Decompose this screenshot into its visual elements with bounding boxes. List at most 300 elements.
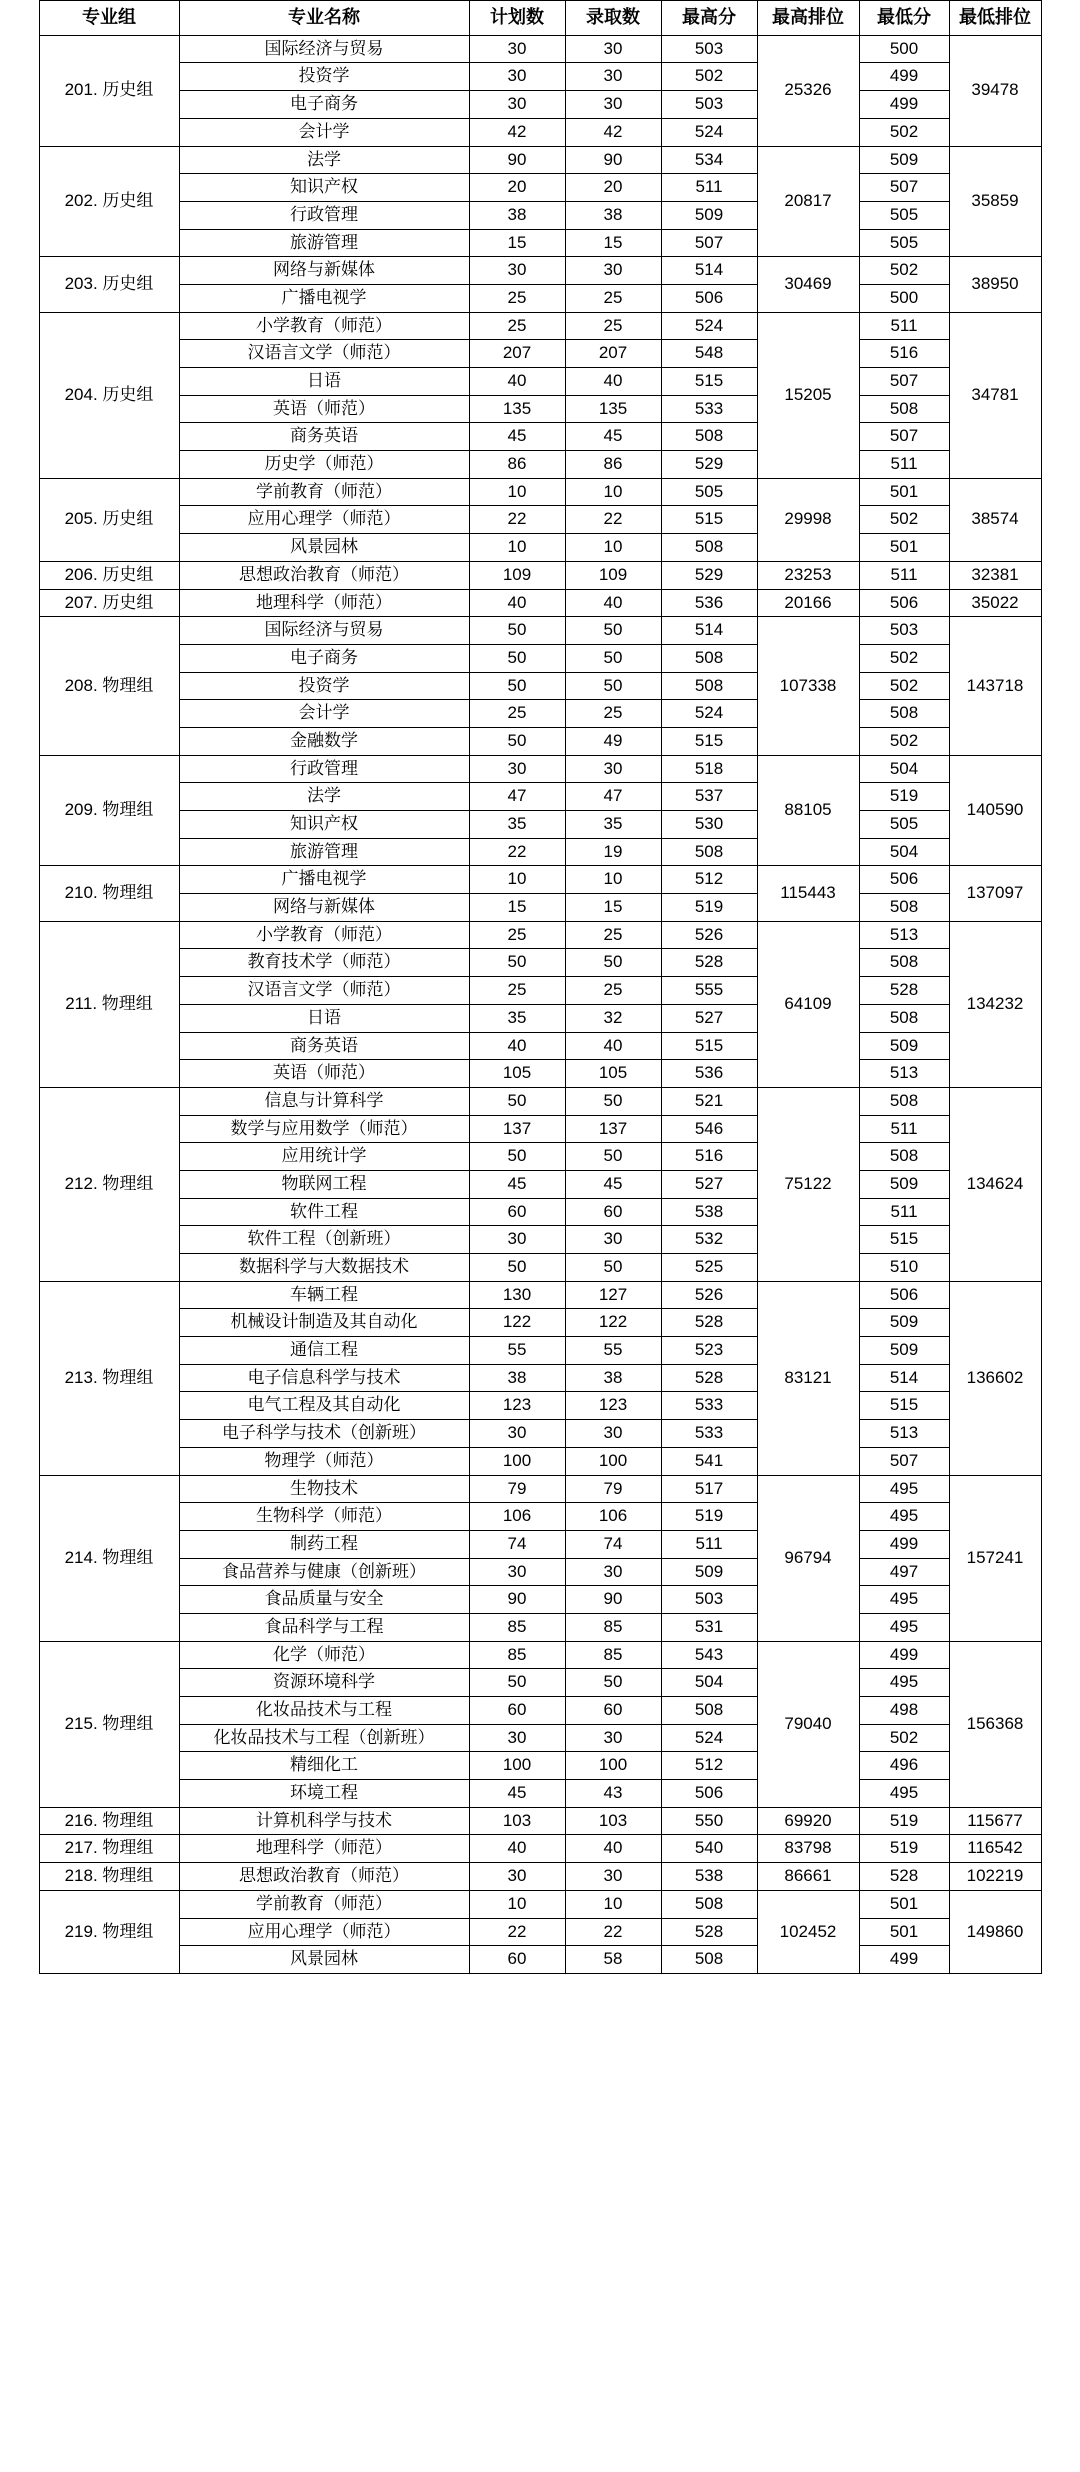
admitted-count-cell: 50 bbox=[565, 1143, 661, 1171]
major-name-cell: 物联网工程 bbox=[179, 1170, 469, 1198]
table-row bbox=[39, 506, 1041, 534]
lowest-score-cell: 511 bbox=[859, 1115, 949, 1143]
admitted-count-cell: 19 bbox=[565, 838, 661, 866]
lowest-rank-cell: 149860 bbox=[949, 1890, 1041, 1973]
highest-rank-cell: 107338 bbox=[757, 617, 859, 755]
plan-count-cell: 38 bbox=[469, 1364, 565, 1392]
highest-score-cell: 528 bbox=[661, 1918, 757, 1946]
table-row bbox=[39, 1752, 1041, 1780]
plan-count-cell: 25 bbox=[469, 284, 565, 312]
highest-score-cell: 538 bbox=[661, 1863, 757, 1891]
lowest-score-cell: 500 bbox=[859, 284, 949, 312]
group-cell: 210. 物理组 bbox=[39, 866, 179, 921]
major-name-cell: 电子科学与技术（创新班） bbox=[179, 1420, 469, 1448]
major-name-cell: 食品营养与健康（创新班） bbox=[179, 1558, 469, 1586]
plan-count-cell: 137 bbox=[469, 1115, 565, 1143]
major-name-cell: 法学 bbox=[179, 146, 469, 174]
plan-count-cell: 22 bbox=[469, 838, 565, 866]
lowest-score-cell: 515 bbox=[859, 1226, 949, 1254]
major-name-cell: 应用心理学（师范） bbox=[179, 506, 469, 534]
plan-count-cell: 30 bbox=[469, 1420, 565, 1448]
lowest-score-cell: 502 bbox=[859, 257, 949, 285]
highest-score-cell: 529 bbox=[661, 561, 757, 589]
major-name-cell: 物理学（师范） bbox=[179, 1447, 469, 1475]
major-name-cell: 国际经济与贸易 bbox=[179, 617, 469, 645]
table-row bbox=[39, 866, 1041, 894]
highest-score-cell: 548 bbox=[661, 340, 757, 368]
major-name-cell: 精细化工 bbox=[179, 1752, 469, 1780]
lowest-score-cell: 509 bbox=[859, 146, 949, 174]
group-cell: 205. 历史组 bbox=[39, 478, 179, 561]
highest-score-cell: 528 bbox=[661, 1309, 757, 1337]
highest-score-cell: 516 bbox=[661, 1143, 757, 1171]
major-name-cell: 英语（师范） bbox=[179, 1060, 469, 1088]
highest-score-cell: 509 bbox=[661, 1558, 757, 1586]
plan-count-cell: 30 bbox=[469, 91, 565, 119]
lowest-score-cell: 511 bbox=[859, 1198, 949, 1226]
group-cell: 214. 物理组 bbox=[39, 1475, 179, 1641]
major-name-cell: 制药工程 bbox=[179, 1530, 469, 1558]
admitted-count-cell: 30 bbox=[565, 257, 661, 285]
admitted-count-cell: 30 bbox=[565, 1226, 661, 1254]
lowest-rank-cell: 32381 bbox=[949, 561, 1041, 589]
table-row bbox=[39, 257, 1041, 285]
plan-count-cell: 47 bbox=[469, 783, 565, 811]
table-row bbox=[39, 561, 1041, 589]
lowest-score-cell: 519 bbox=[859, 1835, 949, 1863]
highest-score-cell: 530 bbox=[661, 811, 757, 839]
admitted-count-cell: 123 bbox=[565, 1392, 661, 1420]
group-cell: 215. 物理组 bbox=[39, 1641, 179, 1807]
highest-score-cell: 508 bbox=[661, 1890, 757, 1918]
highest-score-cell: 508 bbox=[661, 1697, 757, 1725]
lowest-rank-cell: 157241 bbox=[949, 1475, 1041, 1641]
plan-count-cell: 25 bbox=[469, 977, 565, 1005]
lowest-rank-cell: 102219 bbox=[949, 1863, 1041, 1891]
highest-score-cell: 504 bbox=[661, 1669, 757, 1697]
major-name-cell: 网络与新媒体 bbox=[179, 894, 469, 922]
lowest-score-cell: 513 bbox=[859, 1060, 949, 1088]
plan-count-cell: 109 bbox=[469, 561, 565, 589]
table-row bbox=[39, 1337, 1041, 1365]
table-row bbox=[39, 1586, 1041, 1614]
lowest-score-cell: 519 bbox=[859, 783, 949, 811]
plan-count-cell: 106 bbox=[469, 1503, 565, 1531]
lowest-rank-cell: 39478 bbox=[949, 35, 1041, 146]
highest-score-cell: 532 bbox=[661, 1226, 757, 1254]
plan-count-cell: 45 bbox=[469, 1170, 565, 1198]
lowest-score-cell: 515 bbox=[859, 1392, 949, 1420]
admitted-count-cell: 100 bbox=[565, 1447, 661, 1475]
plan-count-cell: 135 bbox=[469, 395, 565, 423]
plan-count-cell: 10 bbox=[469, 1890, 565, 1918]
plan-count-cell: 50 bbox=[469, 1254, 565, 1282]
admitted-count-cell: 50 bbox=[565, 672, 661, 700]
group-cell: 204. 历史组 bbox=[39, 312, 179, 478]
highest-score-cell: 505 bbox=[661, 478, 757, 506]
table-row bbox=[39, 1087, 1041, 1115]
major-name-cell: 行政管理 bbox=[179, 755, 469, 783]
table-row bbox=[39, 1669, 1041, 1697]
lowest-score-cell: 505 bbox=[859, 229, 949, 257]
highest-score-cell: 528 bbox=[661, 1364, 757, 1392]
table-row bbox=[39, 201, 1041, 229]
major-name-cell: 应用统计学 bbox=[179, 1143, 469, 1171]
lowest-score-cell: 495 bbox=[859, 1503, 949, 1531]
admitted-count-cell: 30 bbox=[565, 1420, 661, 1448]
admitted-count-cell: 60 bbox=[565, 1198, 661, 1226]
major-name-cell: 英语（师范） bbox=[179, 395, 469, 423]
plan-count-cell: 103 bbox=[469, 1807, 565, 1835]
plan-count-cell: 207 bbox=[469, 340, 565, 368]
table-row bbox=[39, 340, 1041, 368]
highest-score-cell: 518 bbox=[661, 755, 757, 783]
highest-score-cell: 509 bbox=[661, 201, 757, 229]
lowest-score-cell: 508 bbox=[859, 395, 949, 423]
major-name-cell: 思想政治教育（师范） bbox=[179, 561, 469, 589]
highest-rank-cell: 20166 bbox=[757, 589, 859, 617]
plan-count-cell: 45 bbox=[469, 423, 565, 451]
admitted-count-cell: 10 bbox=[565, 1890, 661, 1918]
group-cell: 203. 历史组 bbox=[39, 257, 179, 312]
table-row bbox=[39, 1309, 1041, 1337]
column-header-lowest-score: 最低分 bbox=[859, 1, 949, 36]
lowest-score-cell: 511 bbox=[859, 561, 949, 589]
admitted-count-cell: 135 bbox=[565, 395, 661, 423]
plan-count-cell: 100 bbox=[469, 1447, 565, 1475]
table-row bbox=[39, 1503, 1041, 1531]
admitted-count-cell: 25 bbox=[565, 977, 661, 1005]
lowest-score-cell: 506 bbox=[859, 866, 949, 894]
plan-count-cell: 50 bbox=[469, 644, 565, 672]
admitted-count-cell: 10 bbox=[565, 534, 661, 562]
lowest-score-cell: 505 bbox=[859, 811, 949, 839]
highest-score-cell: 519 bbox=[661, 894, 757, 922]
table-row bbox=[39, 838, 1041, 866]
lowest-score-cell: 502 bbox=[859, 644, 949, 672]
highest-score-cell: 503 bbox=[661, 1586, 757, 1614]
highest-score-cell: 534 bbox=[661, 146, 757, 174]
highest-score-cell: 533 bbox=[661, 395, 757, 423]
highest-score-cell: 517 bbox=[661, 1475, 757, 1503]
highest-score-cell: 508 bbox=[661, 534, 757, 562]
admitted-count-cell: 55 bbox=[565, 1337, 661, 1365]
table-row bbox=[39, 1115, 1041, 1143]
table-row bbox=[39, 1780, 1041, 1808]
table-row bbox=[39, 63, 1041, 91]
admitted-count-cell: 40 bbox=[565, 589, 661, 617]
major-name-cell: 汉语言文学（师范） bbox=[179, 977, 469, 1005]
admitted-count-cell: 10 bbox=[565, 478, 661, 506]
highest-rank-cell: 83798 bbox=[757, 1835, 859, 1863]
table-row bbox=[39, 1060, 1041, 1088]
admitted-count-cell: 38 bbox=[565, 201, 661, 229]
plan-count-cell: 30 bbox=[469, 257, 565, 285]
lowest-score-cell: 504 bbox=[859, 755, 949, 783]
plan-count-cell: 22 bbox=[469, 506, 565, 534]
highest-score-cell: 529 bbox=[661, 451, 757, 479]
highest-score-cell: 538 bbox=[661, 1198, 757, 1226]
admitted-count-cell: 207 bbox=[565, 340, 661, 368]
plan-count-cell: 10 bbox=[469, 534, 565, 562]
table-row bbox=[39, 91, 1041, 119]
table-row bbox=[39, 672, 1041, 700]
highest-rank-cell: 23253 bbox=[757, 561, 859, 589]
admitted-count-cell: 74 bbox=[565, 1530, 661, 1558]
major-name-cell: 学前教育（师范） bbox=[179, 1890, 469, 1918]
group-cell: 207. 历史组 bbox=[39, 589, 179, 617]
highest-rank-cell: 29998 bbox=[757, 478, 859, 561]
table-row bbox=[39, 118, 1041, 146]
major-name-cell: 化学（师范） bbox=[179, 1641, 469, 1669]
plan-count-cell: 38 bbox=[469, 201, 565, 229]
table-row bbox=[39, 1475, 1041, 1503]
admitted-count-cell: 30 bbox=[565, 1558, 661, 1586]
admitted-count-cell: 109 bbox=[565, 561, 661, 589]
lowest-score-cell: 514 bbox=[859, 1364, 949, 1392]
table-row bbox=[39, 423, 1041, 451]
major-name-cell: 广播电视学 bbox=[179, 866, 469, 894]
table-row bbox=[39, 617, 1041, 645]
highest-score-cell: 531 bbox=[661, 1613, 757, 1641]
plan-count-cell: 40 bbox=[469, 589, 565, 617]
major-name-cell: 食品科学与工程 bbox=[179, 1613, 469, 1641]
lowest-score-cell: 528 bbox=[859, 977, 949, 1005]
major-name-cell: 软件工程 bbox=[179, 1198, 469, 1226]
highest-score-cell: 506 bbox=[661, 284, 757, 312]
lowest-rank-cell: 115677 bbox=[949, 1807, 1041, 1835]
admitted-count-cell: 32 bbox=[565, 1004, 661, 1032]
admitted-count-cell: 38 bbox=[565, 1364, 661, 1392]
table-row bbox=[39, 811, 1041, 839]
plan-count-cell: 130 bbox=[469, 1281, 565, 1309]
highest-rank-cell: 30469 bbox=[757, 257, 859, 312]
table-row bbox=[39, 174, 1041, 202]
admitted-count-cell: 30 bbox=[565, 1863, 661, 1891]
table-row bbox=[39, 368, 1041, 396]
highest-score-cell: 546 bbox=[661, 1115, 757, 1143]
plan-count-cell: 30 bbox=[469, 1558, 565, 1586]
plan-count-cell: 10 bbox=[469, 866, 565, 894]
lowest-rank-cell: 156368 bbox=[949, 1641, 1041, 1807]
highest-rank-cell: 25326 bbox=[757, 35, 859, 146]
table-row bbox=[39, 644, 1041, 672]
admitted-count-cell: 40 bbox=[565, 368, 661, 396]
plan-count-cell: 25 bbox=[469, 312, 565, 340]
plan-count-cell: 30 bbox=[469, 1724, 565, 1752]
admitted-count-cell: 30 bbox=[565, 63, 661, 91]
highest-rank-cell: 115443 bbox=[757, 866, 859, 921]
highest-score-cell: 523 bbox=[661, 1337, 757, 1365]
highest-rank-cell: 20817 bbox=[757, 146, 859, 257]
table-row bbox=[39, 589, 1041, 617]
lowest-score-cell: 502 bbox=[859, 727, 949, 755]
major-name-cell: 信息与计算科学 bbox=[179, 1087, 469, 1115]
admitted-count-cell: 79 bbox=[565, 1475, 661, 1503]
major-name-cell: 金融数学 bbox=[179, 727, 469, 755]
highest-score-cell: 524 bbox=[661, 118, 757, 146]
plan-count-cell: 15 bbox=[469, 894, 565, 922]
lowest-score-cell: 501 bbox=[859, 1890, 949, 1918]
plan-count-cell: 40 bbox=[469, 368, 565, 396]
major-name-cell: 生物科学（师范） bbox=[179, 1503, 469, 1531]
lowest-score-cell: 496 bbox=[859, 1752, 949, 1780]
admitted-count-cell: 42 bbox=[565, 118, 661, 146]
plan-count-cell: 40 bbox=[469, 1032, 565, 1060]
lowest-score-cell: 499 bbox=[859, 63, 949, 91]
table-row bbox=[39, 35, 1041, 63]
table-row bbox=[39, 783, 1041, 811]
highest-score-cell: 503 bbox=[661, 35, 757, 63]
admitted-count-cell: 43 bbox=[565, 1780, 661, 1808]
highest-score-cell: 528 bbox=[661, 949, 757, 977]
major-name-cell: 计算机科学与技术 bbox=[179, 1807, 469, 1835]
highest-score-cell: 540 bbox=[661, 1835, 757, 1863]
major-name-cell: 应用心理学（师范） bbox=[179, 1918, 469, 1946]
lowest-score-cell: 497 bbox=[859, 1558, 949, 1586]
column-header-plan: 计划数 bbox=[469, 1, 565, 36]
highest-score-cell: 511 bbox=[661, 1530, 757, 1558]
highest-score-cell: 514 bbox=[661, 617, 757, 645]
highest-score-cell: 515 bbox=[661, 368, 757, 396]
lowest-rank-cell: 116542 bbox=[949, 1835, 1041, 1863]
admitted-count-cell: 22 bbox=[565, 506, 661, 534]
highest-score-cell: 524 bbox=[661, 312, 757, 340]
major-name-cell: 通信工程 bbox=[179, 1337, 469, 1365]
lowest-score-cell: 502 bbox=[859, 672, 949, 700]
plan-count-cell: 90 bbox=[469, 146, 565, 174]
table-row bbox=[39, 1613, 1041, 1641]
highest-score-cell: 527 bbox=[661, 1004, 757, 1032]
highest-score-cell: 526 bbox=[661, 921, 757, 949]
major-name-cell: 软件工程（创新班） bbox=[179, 1226, 469, 1254]
admitted-count-cell: 50 bbox=[565, 1254, 661, 1282]
admitted-count-cell: 58 bbox=[565, 1946, 661, 1974]
table-row bbox=[39, 1890, 1041, 1918]
highest-score-cell: 555 bbox=[661, 977, 757, 1005]
lowest-score-cell: 508 bbox=[859, 700, 949, 728]
highest-score-cell: 515 bbox=[661, 1032, 757, 1060]
table-row bbox=[39, 921, 1041, 949]
plan-count-cell: 40 bbox=[469, 1835, 565, 1863]
major-name-cell: 日语 bbox=[179, 1004, 469, 1032]
admitted-count-cell: 86 bbox=[565, 451, 661, 479]
major-name-cell: 地理科学（师范） bbox=[179, 1835, 469, 1863]
lowest-rank-cell: 35022 bbox=[949, 589, 1041, 617]
highest-score-cell: 511 bbox=[661, 174, 757, 202]
major-name-cell: 机械设计制造及其自动化 bbox=[179, 1309, 469, 1337]
admitted-count-cell: 15 bbox=[565, 229, 661, 257]
admitted-count-cell: 90 bbox=[565, 1586, 661, 1614]
lowest-score-cell: 516 bbox=[859, 340, 949, 368]
plan-count-cell: 35 bbox=[469, 811, 565, 839]
column-header-group: 专业组 bbox=[39, 1, 179, 36]
highest-score-cell: 527 bbox=[661, 1170, 757, 1198]
plan-count-cell: 123 bbox=[469, 1392, 565, 1420]
plan-count-cell: 85 bbox=[469, 1613, 565, 1641]
lowest-score-cell: 495 bbox=[859, 1586, 949, 1614]
major-name-cell: 地理科学（师范） bbox=[179, 589, 469, 617]
highest-score-cell: 525 bbox=[661, 1254, 757, 1282]
lowest-score-cell: 510 bbox=[859, 1254, 949, 1282]
highest-score-cell: 543 bbox=[661, 1641, 757, 1669]
lowest-rank-cell: 134232 bbox=[949, 921, 1041, 1087]
admitted-count-cell: 106 bbox=[565, 1503, 661, 1531]
admitted-count-cell: 50 bbox=[565, 949, 661, 977]
major-name-cell: 电子商务 bbox=[179, 91, 469, 119]
highest-rank-cell: 79040 bbox=[757, 1641, 859, 1807]
major-name-cell: 行政管理 bbox=[179, 201, 469, 229]
admitted-count-cell: 50 bbox=[565, 1669, 661, 1697]
plan-count-cell: 105 bbox=[469, 1060, 565, 1088]
major-name-cell: 商务英语 bbox=[179, 1032, 469, 1060]
admitted-count-cell: 47 bbox=[565, 783, 661, 811]
table-row bbox=[39, 1198, 1041, 1226]
table-row bbox=[39, 949, 1041, 977]
table-row bbox=[39, 977, 1041, 1005]
major-name-cell: 旅游管理 bbox=[179, 838, 469, 866]
table-row bbox=[39, 146, 1041, 174]
admitted-count-cell: 30 bbox=[565, 755, 661, 783]
column-header-major: 专业名称 bbox=[179, 1, 469, 36]
highest-rank-cell: 64109 bbox=[757, 921, 859, 1087]
plan-count-cell: 30 bbox=[469, 35, 565, 63]
admitted-count-cell: 50 bbox=[565, 617, 661, 645]
table-row bbox=[39, 478, 1041, 506]
admitted-count-cell: 85 bbox=[565, 1641, 661, 1669]
admitted-count-cell: 60 bbox=[565, 1697, 661, 1725]
table-row bbox=[39, 395, 1041, 423]
major-name-cell: 法学 bbox=[179, 783, 469, 811]
lowest-score-cell: 508 bbox=[859, 1004, 949, 1032]
highest-rank-cell: 96794 bbox=[757, 1475, 859, 1641]
table-row bbox=[39, 312, 1041, 340]
lowest-score-cell: 504 bbox=[859, 838, 949, 866]
major-name-cell: 汉语言文学（师范） bbox=[179, 340, 469, 368]
table-row bbox=[39, 1835, 1041, 1863]
lowest-score-cell: 499 bbox=[859, 91, 949, 119]
lowest-score-cell: 513 bbox=[859, 921, 949, 949]
plan-count-cell: 50 bbox=[469, 1143, 565, 1171]
table-row bbox=[39, 1392, 1041, 1420]
table-row bbox=[39, 1364, 1041, 1392]
highest-score-cell: 508 bbox=[661, 644, 757, 672]
lowest-score-cell: 503 bbox=[859, 617, 949, 645]
plan-count-cell: 30 bbox=[469, 63, 565, 91]
admitted-count-cell: 45 bbox=[565, 423, 661, 451]
lowest-rank-cell: 34781 bbox=[949, 312, 1041, 478]
major-name-cell: 小学教育（师范） bbox=[179, 921, 469, 949]
table-row bbox=[39, 1918, 1041, 1946]
plan-count-cell: 35 bbox=[469, 1004, 565, 1032]
plan-count-cell: 30 bbox=[469, 1226, 565, 1254]
admitted-count-cell: 100 bbox=[565, 1752, 661, 1780]
admitted-count-cell: 25 bbox=[565, 284, 661, 312]
lowest-score-cell: 508 bbox=[859, 1143, 949, 1171]
table-row bbox=[39, 1641, 1041, 1669]
group-cell: 208. 物理组 bbox=[39, 617, 179, 755]
major-name-cell: 风景园林 bbox=[179, 534, 469, 562]
lowest-score-cell: 507 bbox=[859, 174, 949, 202]
lowest-score-cell: 506 bbox=[859, 1281, 949, 1309]
admitted-count-cell: 50 bbox=[565, 644, 661, 672]
highest-score-cell: 507 bbox=[661, 229, 757, 257]
table-row bbox=[39, 1032, 1041, 1060]
table-row bbox=[39, 284, 1041, 312]
admitted-count-cell: 40 bbox=[565, 1835, 661, 1863]
column-header-highest-score: 最高分 bbox=[661, 1, 757, 36]
major-name-cell: 资源环境科学 bbox=[179, 1669, 469, 1697]
